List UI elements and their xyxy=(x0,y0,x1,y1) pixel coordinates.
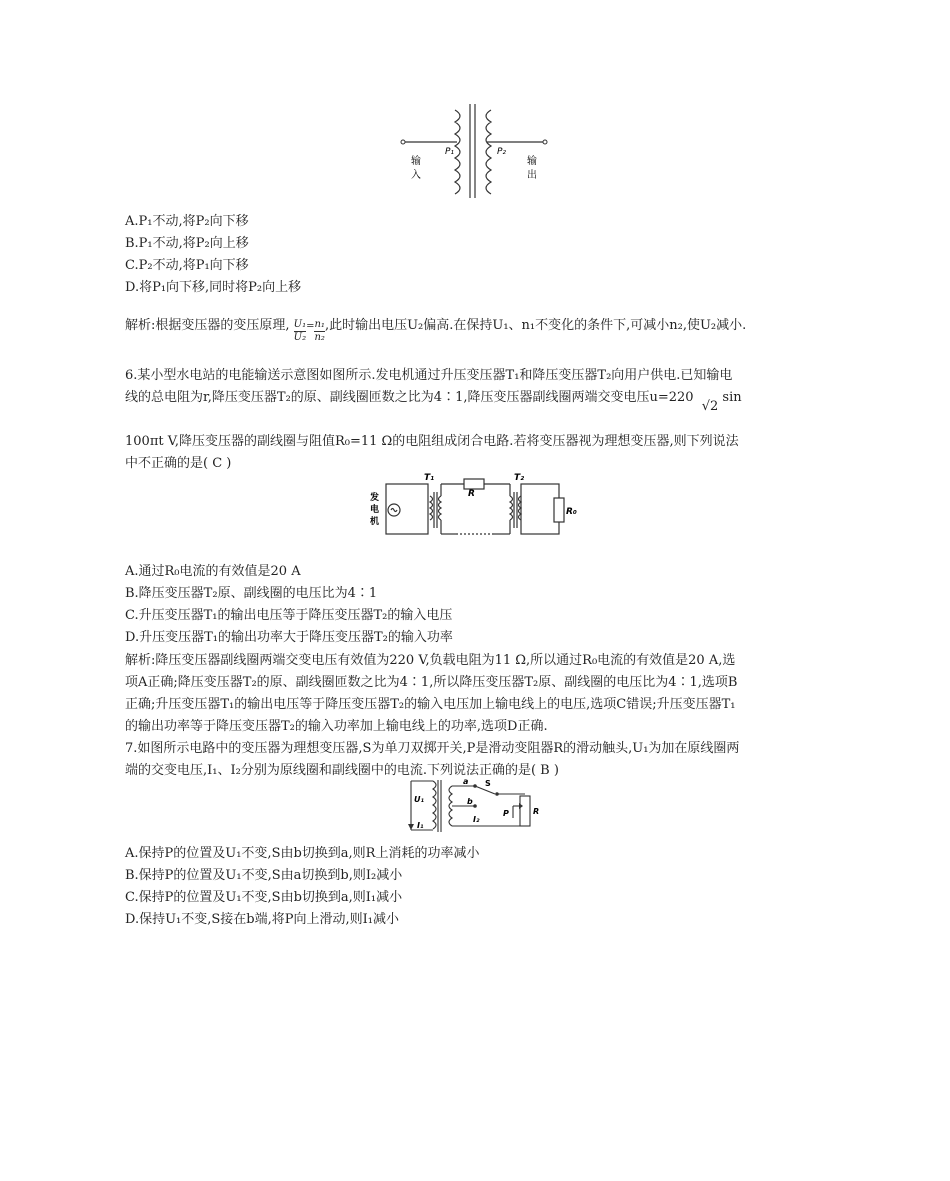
sqrt-2: √2 xyxy=(701,399,719,414)
i1-label: I₁ xyxy=(417,821,424,830)
resistor-r-label: R xyxy=(468,489,475,499)
t2-label: T₂ xyxy=(514,473,525,483)
q6-analysis-line-1: 解析:降压变压器副线圈两端交变电压有效值为220 V,负载电阻为11 Ω,所以通过R₀电流的有效值是20 A,选 xyxy=(125,653,736,668)
q6-stem-line-4: 中不正确的是( C ) xyxy=(125,456,232,471)
u1-label: U₁ xyxy=(414,795,424,804)
terminal-b-label: b xyxy=(467,797,473,806)
p1-label: P₁ xyxy=(445,147,455,157)
output-label-2: 出 xyxy=(527,170,537,181)
q7-stem-line-2: 端的交变电压,I₁、I₂分别为原线圈和副线圈中的电流.下列说法正确的是( B ) xyxy=(125,763,559,778)
generator-label-3: 机 xyxy=(370,517,380,527)
generator-label-1: 发 xyxy=(370,493,380,503)
switch-rheostat-figure xyxy=(405,778,550,834)
terminal-a-label: a xyxy=(463,778,469,786)
fraction-equals: = xyxy=(306,321,315,332)
q7-option-c: C.保持P的位置及U₁不变,S由b切换到a,则I₁减小 xyxy=(125,890,403,905)
q6-option-a: A.通过R₀电流的有效值是20 A xyxy=(125,564,301,579)
r0-label: R₀ xyxy=(566,507,577,517)
q6-analysis-line-3: 正确;升压变压器T₁的输出电压等于降压变压器T₂的输入电压加上输电线上的电压,选项C错误;升压变压器T₁ xyxy=(125,697,736,712)
q5-analysis xyxy=(125,313,747,343)
q5-analysis-suffix: ,此时输出电压U₂偏高.在保持U₁、n₁不变化的条件下,可减小n₂,使U₂减小. xyxy=(324,318,747,333)
q6-option-c: C.升压变压器T₁的输出电压等于降压变压器T₂的输入电压 xyxy=(125,608,453,623)
q6-analysis-line-2: 项A正确;降压变压器T₂的原、副线圈匝数之比为4∶1,所以降压变压器T₂原、副线圈的电压比为4∶1,选项B xyxy=(125,675,738,690)
input-label-1: 输 xyxy=(411,156,421,167)
fraction-u1-u2: $\frac{\text{U₁}}{\text{U₂}}$ xyxy=(293,319,307,343)
p2-label: P₂ xyxy=(497,147,507,157)
q5-option-d: D.将P₁向下移,同时将P₂向上移 xyxy=(125,280,302,295)
rheostat-r-label: R xyxy=(533,807,540,816)
fraction-n1-n2: $\frac{\text{n₁}}{\text{n₂}}$ xyxy=(314,319,325,343)
output-label-1: 输 xyxy=(527,156,537,167)
q6-option-b: B.降压变压器T₂原、副线圈的电压比为4∶1 xyxy=(125,586,378,601)
q7-option-a: A.保持P的位置及U₁不变,S由b切换到a,则R上消耗的功率减小 xyxy=(125,846,480,861)
q7-option-b: B.保持P的位置及U₁不变,S由a切换到b,则I₂减小 xyxy=(125,868,403,883)
q5-option-c: C.P₂不动,将P₁向下移 xyxy=(125,258,249,273)
transmission-figure xyxy=(368,470,588,545)
switch-s-label: S xyxy=(485,779,491,788)
q7-option-d: D.保持U₁不变,S接在b端,将P向上滑动,则I₁减小 xyxy=(125,912,399,927)
q5-analysis-prefix: 解析:根据变压器的变压原理, xyxy=(125,318,290,333)
q6-stem-line-1: 6.某小型水电站的电能输送示意图如图所示.发电机通过升压变压器T₁和降压变压器T₂向用户供电.已知输电 xyxy=(125,368,733,383)
generator-label-2: 电 xyxy=(370,505,380,515)
transformer-figure-1 xyxy=(395,102,555,202)
q6-option-d: D.升压变压器T₁的输出功率大于降压变压器T₂的输入功率 xyxy=(125,630,453,645)
i2-label: I₂ xyxy=(473,815,480,824)
q7-stem-line-1: 7.如图所示电路中的变压器为理想变压器,S为单刀双掷开关,P是滑动变阻器R的滑动触头,U₁为加在原线圈两 xyxy=(125,741,740,756)
slider-p-label: P xyxy=(503,809,509,818)
q6-analysis-line-4: 的输出功率等于降压变压器T₂的输入功率加上输电线上的功率,选项D正确. xyxy=(125,719,548,734)
q6-stem-line-2: 线的总电阻为r,降压变压器T₂的原、副线圈匝数之比为4∶1,降压变压器副线圈两端交变电压u=220 √2 sin xyxy=(125,390,742,414)
q6-stem-line-3: 100πt V,降压变压器的副线圈与阻值R₀=11 Ω的电阻组成闭合电路.若将变压器视为理想变压器,则下列说法 xyxy=(125,434,739,449)
q5-option-a: A.P₁不动,将P₂向下移 xyxy=(125,214,249,229)
t1-label: T₁ xyxy=(424,473,435,483)
input-label-2: 入 xyxy=(411,170,421,181)
sin-text: sin xyxy=(722,390,742,405)
q5-option-b: B.P₁不动,将P₂向上移 xyxy=(125,236,249,251)
